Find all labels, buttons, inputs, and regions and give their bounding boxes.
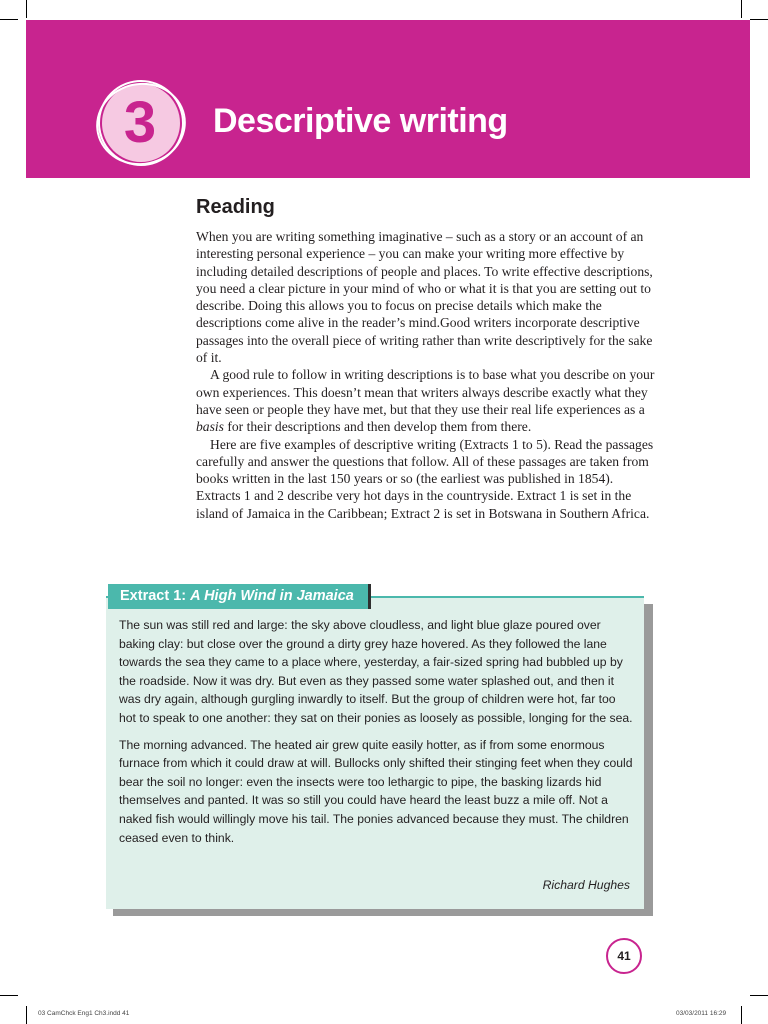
crop-mark <box>26 1006 27 1024</box>
extract-paragraph: The morning advanced. The heated air grew quite easily hotter, as if from some enormous furnace from which it could draw at will. Bullocks only shifted their stinging feet when they could bear the soil no longer: even the insects were too lethargic to pipe, the basking lizards hid themselves and panted. It was so still you could have heard the least buzz a mile off. Not a naked fish would willingly move his tail. The ponies advanced because they must. The children ceased even to think. <box>119 737 633 845</box>
extract-paragraph: The sun was still red and large: the sky above cloudless, and light blue glaze poured over baking clay: but close over the ground a dirty grey haze hovered. As they followed the lane towards the sea they came to a place where, yesterday, a fair-sized spring had bubbled up by the roadside. Now it was dry. But even as they passed some water splashed out, and then it was dry again, although gurgling inwardly to itself. But the group of children were hot, far too hot to speak to one another: they sat on their ponies as loosely as possible, longing for the sea. <box>119 618 633 725</box>
crop-mark <box>741 0 742 18</box>
crop-mark <box>750 19 768 20</box>
reading-paragraph <box>196 228 656 366</box>
crop-mark <box>750 995 768 996</box>
chapter-number: 3 <box>123 90 157 155</box>
chapter-title: Descriptive writing <box>213 102 508 140</box>
page-number: 41 <box>606 938 642 974</box>
extract-label-title: A High Wind in Jamaica <box>190 588 354 604</box>
crop-mark <box>0 19 18 20</box>
slug-timestamp: 03/03/2011 16:29 <box>676 1010 727 1017</box>
crop-mark <box>741 1006 742 1024</box>
slug-file-info: 03 CamChck Eng1 Ch3.indd 41 <box>38 1010 130 1017</box>
reading-body <box>196 228 656 522</box>
extract-text <box>119 616 635 855</box>
extract-author: Richard Hughes <box>542 878 630 892</box>
extract-label-tab <box>108 584 371 609</box>
text-run: Here are five examples of descriptive writing (Extracts 1 to 5). Read the passages carefully and answer the questions that follow. All of these passages are taken from books written in the last 150 years or so (the earliest was published in 1854). Extracts 1 and 2 describe very hot days in the countryside. Extract 1 is set in the island of Jamaica in the Caribbean; Extract 2 is set in Botswana in Southern Africa. <box>196 436 654 521</box>
chapter-number-badge <box>96 78 188 170</box>
reading-paragraph <box>196 436 656 522</box>
text-run: for their descriptions and then develop them from there. <box>223 419 532 435</box>
text-run: When you are writing something imaginative – such as a story or an account of an interesting personal experience – you can make your writing more effective by including detailed descriptions of people and places. To write effective descriptions, you need a clear picture in your mind of who or what it is that you are setting out to describe. Doing this allows you to focus on precise details which make the descriptions come alive in the reader’s mind.Good writers incorporate descriptive passages into the overall piece of writing rather than write descriptively for the sake of it. <box>196 229 653 366</box>
section-heading-reading: Reading <box>196 196 275 218</box>
crop-mark <box>26 0 27 18</box>
extract-label-prefix: Extract 1: <box>120 588 191 604</box>
crop-mark <box>0 995 18 996</box>
text-run: A good rule to follow in writing descriptions is to base what you describe on your own experiences. This doesn’t mean that writers always describe exactly what they have seen or people they have met, but that they use their real life experiences as a <box>196 367 655 417</box>
emphasis-basis: basis <box>196 419 224 435</box>
reading-paragraph <box>196 366 656 435</box>
